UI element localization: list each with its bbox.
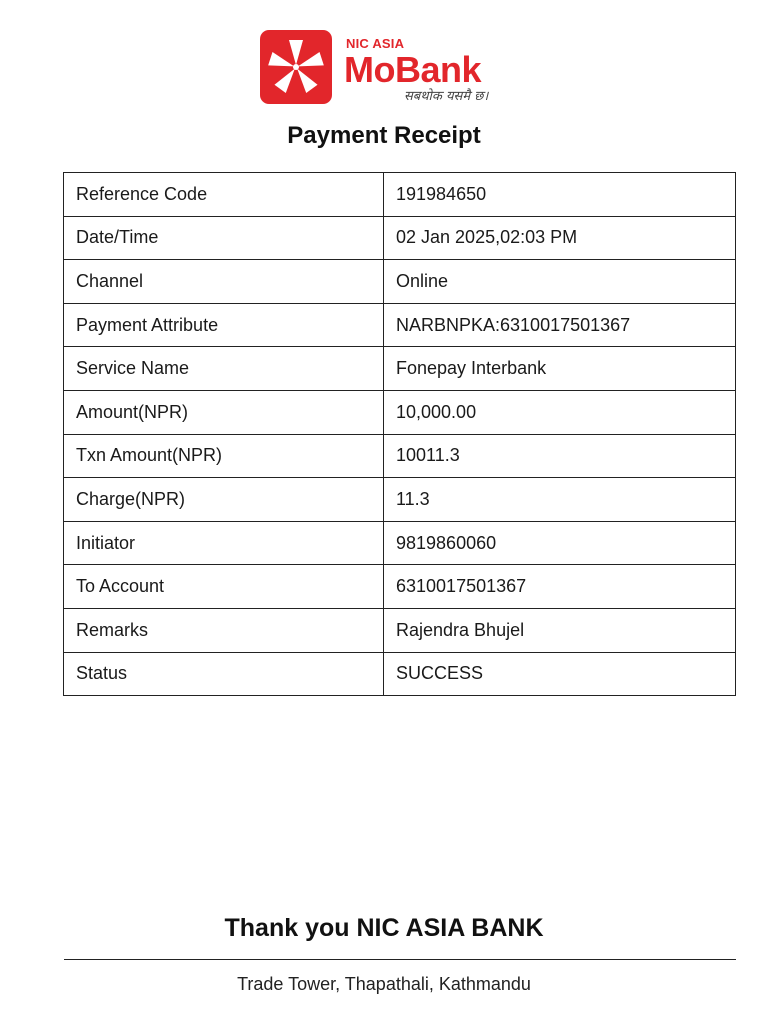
row-value: NARBNPKA:6310017501367 bbox=[384, 303, 736, 347]
table-row bbox=[64, 565, 736, 609]
row-value: SUCCESS bbox=[384, 652, 736, 696]
row-label: Service Name bbox=[64, 347, 384, 391]
row-value: 11.3 bbox=[384, 478, 736, 522]
row-label: Initiator bbox=[64, 521, 384, 565]
row-label: Status bbox=[64, 652, 384, 696]
footer-divider bbox=[64, 959, 736, 960]
star-cross-logo-icon bbox=[260, 30, 332, 104]
bank-logo bbox=[260, 30, 520, 106]
thank-you-message: Thank you NIC ASIA BANK bbox=[224, 914, 544, 942]
row-value: Fonepay Interbank bbox=[384, 347, 736, 391]
row-label: To Account bbox=[64, 565, 384, 609]
row-value: 02 Jan 2025,02:03 PM bbox=[384, 216, 736, 260]
table-row bbox=[64, 347, 736, 391]
logo-brand-name: MoBank bbox=[344, 49, 482, 90]
row-value: 9819860060 bbox=[384, 521, 736, 565]
table-row bbox=[64, 260, 736, 304]
row-value: 191984650 bbox=[384, 173, 736, 217]
row-label: Payment Attribute bbox=[64, 303, 384, 347]
row-value: 10,000.00 bbox=[384, 390, 736, 434]
table-row bbox=[64, 652, 736, 696]
table-row bbox=[64, 216, 736, 260]
table-row bbox=[64, 434, 736, 478]
row-label: Amount(NPR) bbox=[64, 390, 384, 434]
table-row bbox=[64, 478, 736, 522]
logo-brand-top: NIC ASIA bbox=[346, 36, 405, 51]
row-label: Txn Amount(NPR) bbox=[64, 434, 384, 478]
table-row bbox=[64, 173, 736, 217]
row-label: Date/Time bbox=[64, 216, 384, 260]
table-row bbox=[64, 303, 736, 347]
row-label: Reference Code bbox=[64, 173, 384, 217]
page-title: Payment Receipt bbox=[287, 122, 481, 149]
bank-address: Trade Tower, Thapathali, Kathmandu bbox=[237, 974, 531, 994]
row-value: 6310017501367 bbox=[384, 565, 736, 609]
receipt-table bbox=[63, 172, 736, 696]
table-row bbox=[64, 521, 736, 565]
table-row bbox=[64, 390, 736, 434]
row-value: Online bbox=[384, 260, 736, 304]
row-label: Channel bbox=[64, 260, 384, 304]
row-value: 10011.3 bbox=[384, 434, 736, 478]
table-row bbox=[64, 608, 736, 652]
row-label: Charge(NPR) bbox=[64, 478, 384, 522]
row-label: Remarks bbox=[64, 608, 384, 652]
row-value: Rajendra Bhujel bbox=[384, 608, 736, 652]
logo-tagline: सबथोक यसमै छ। bbox=[404, 89, 489, 104]
